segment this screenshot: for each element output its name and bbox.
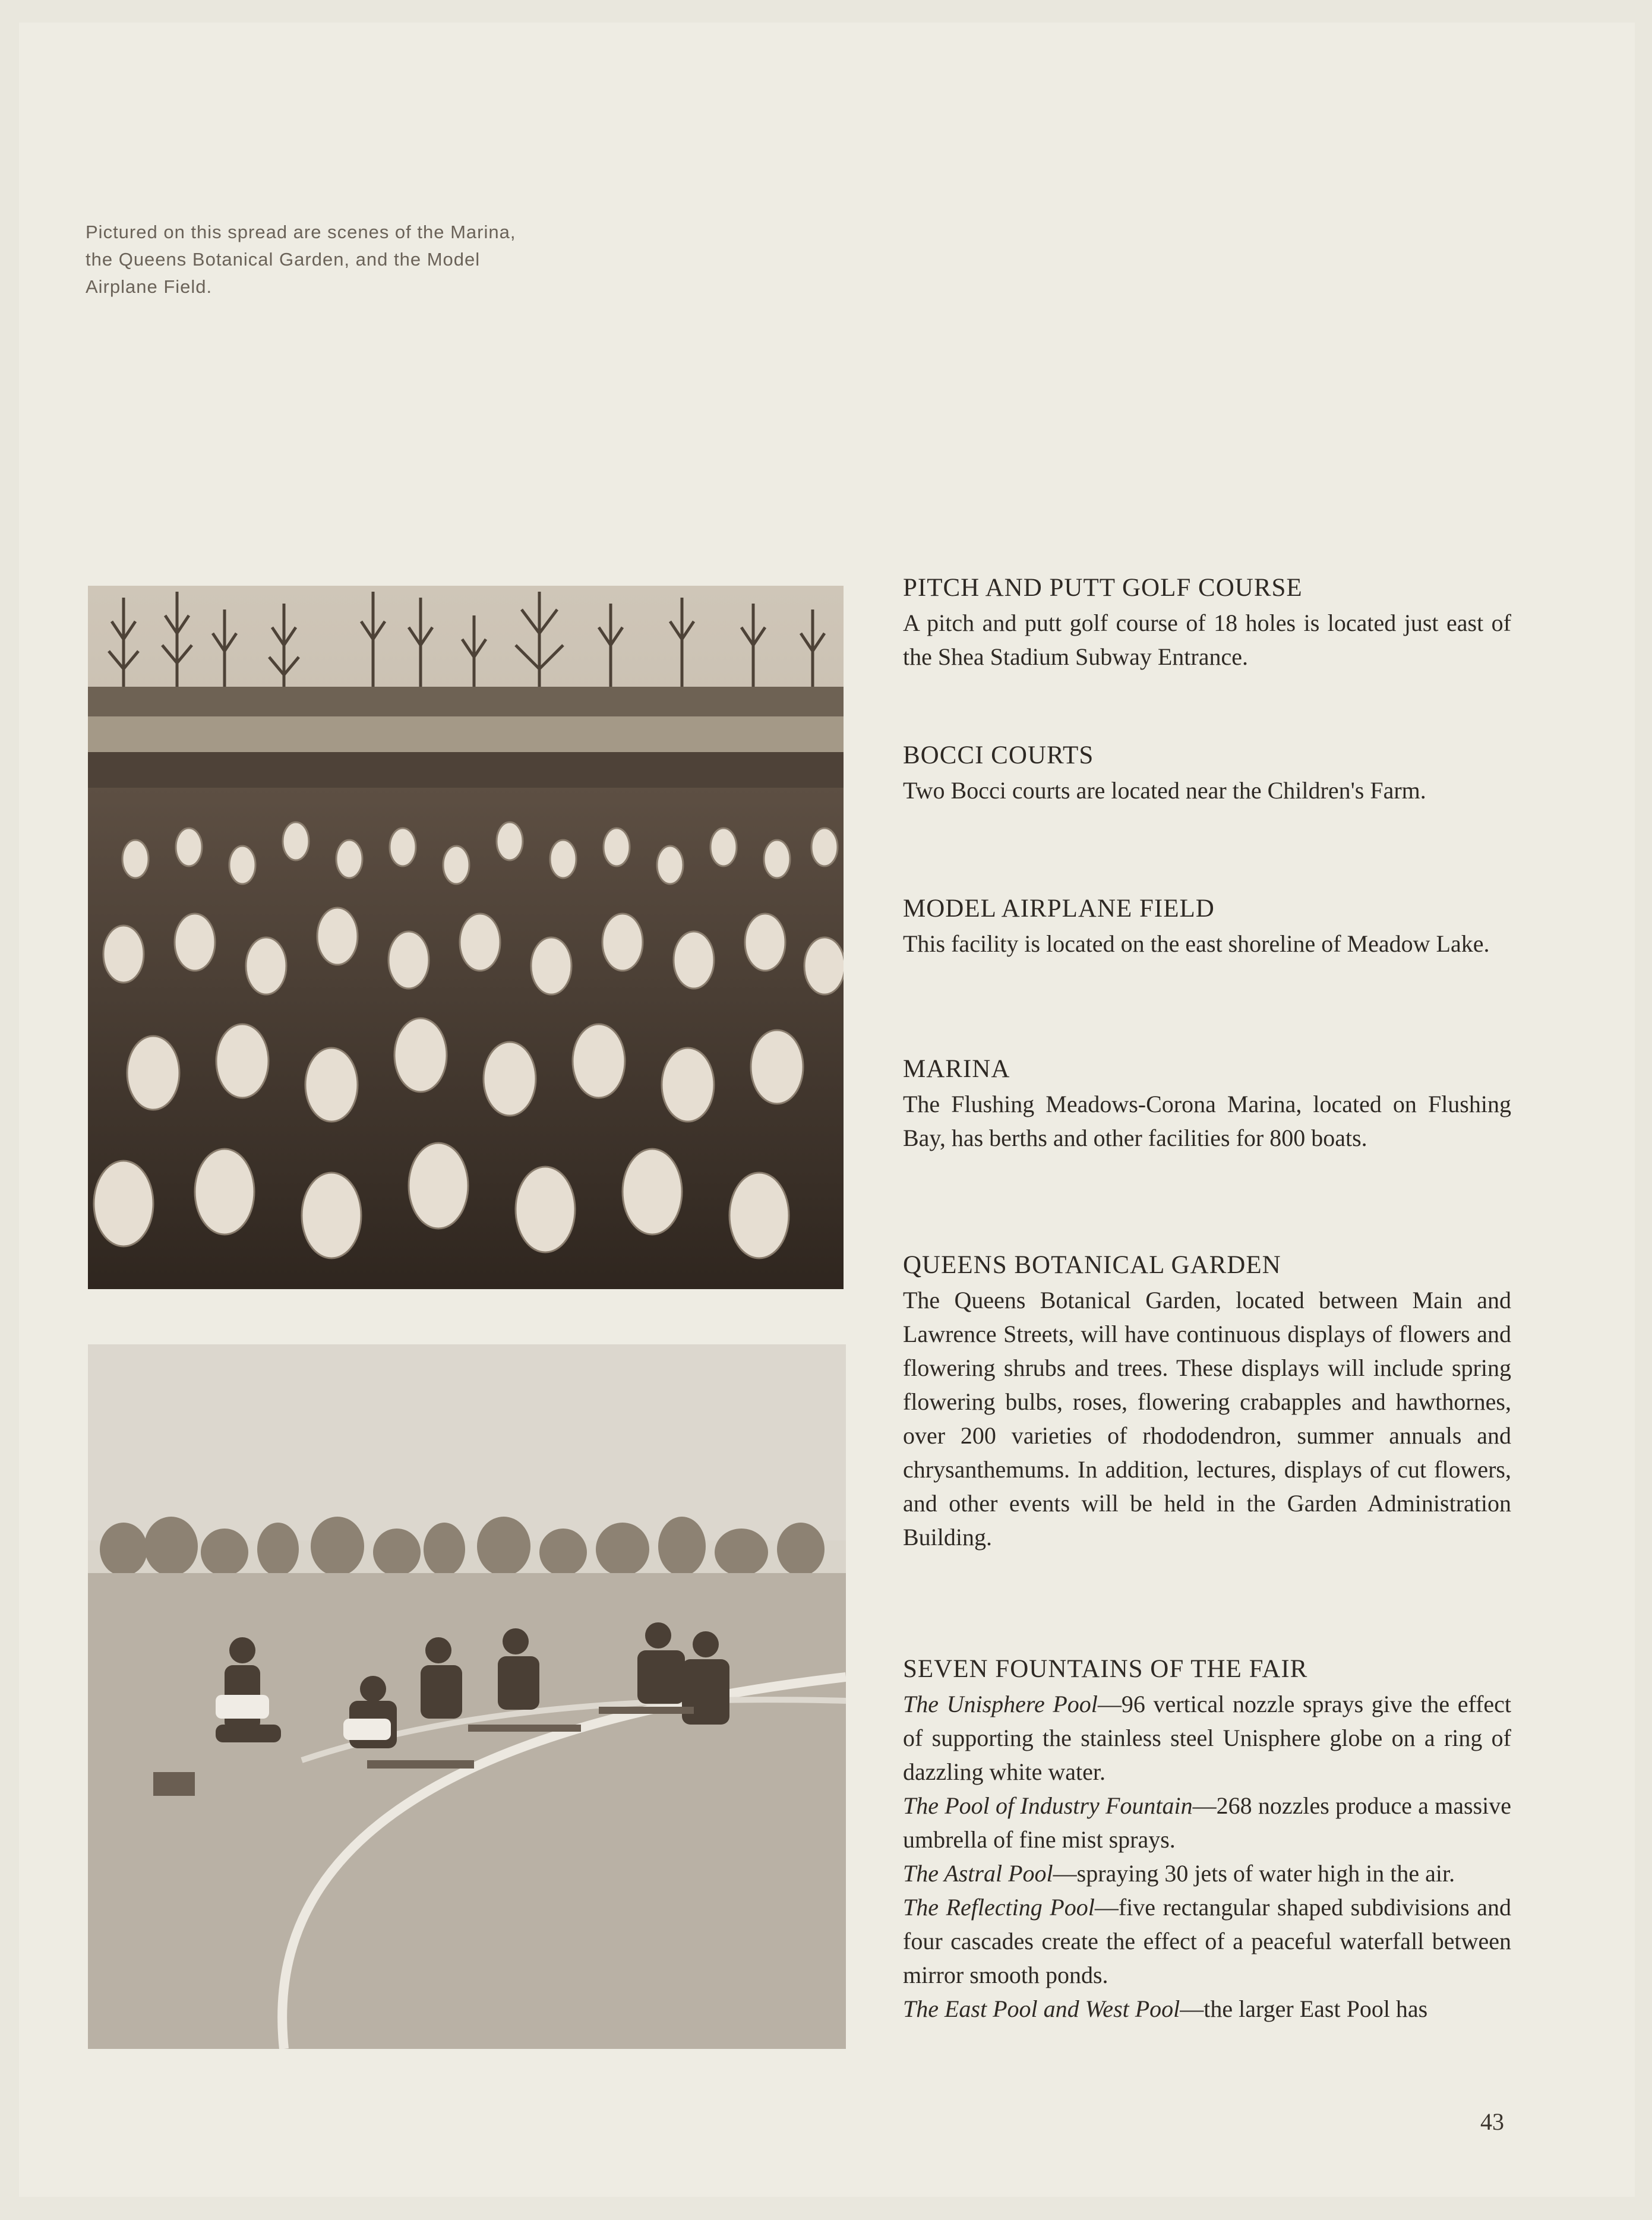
- section-body: This facility is located on the east shoreline of Meadow Lake.: [903, 930, 1490, 957]
- section-heading: QUEENS BOTANICAL GARDEN: [903, 1251, 1281, 1279]
- section-body: Two Bocci courts are located near the Children's Farm.: [903, 777, 1426, 804]
- fountain-text: —spraying 30 jets of water high in the air.: [1053, 1860, 1455, 1887]
- book-page: [19, 23, 1635, 2197]
- fountain-name: The East Pool and West Pool: [903, 1995, 1180, 2022]
- section-pitch-and-putt: [903, 570, 1511, 674]
- section-queens-botanical-garden: [903, 1248, 1511, 1554]
- section-seven-fountains: [903, 1651, 1511, 2026]
- fountain-name: The Pool of Industry Fountain: [903, 1792, 1193, 1819]
- section-body: The Queens Botanical Garden, located between Main and Lawrence Streets, will have continuous displays of flowers and flowering shrubs and trees. These displays will include spring flowering bulbs, roses, flowering crabapples and hawthornes, over 200 varieties of rhododendron, summer annuals and chrysanthemums. In addition, lectures, displays of cut flowers, and other events will be held in the Garden Administration Building.: [903, 1287, 1511, 1550]
- section-heading: PITCH AND PUTT GOLF COURSE: [903, 574, 1303, 602]
- section-heading: SEVEN FOUNTAINS OF THE FAIR: [903, 1655, 1308, 1683]
- fountain-item: [903, 1856, 1511, 1890]
- tulip-garden-photo: [88, 586, 844, 1289]
- section-heading: MODEL AIRPLANE FIELD: [903, 895, 1215, 923]
- fountain-item: [903, 1687, 1511, 1789]
- fountain-name: The Unisphere Pool: [903, 1691, 1098, 1717]
- fountain-item: [903, 1992, 1511, 2026]
- section-heading: BOCCI COURTS: [903, 741, 1094, 769]
- fountain-name: The Astral Pool: [903, 1860, 1053, 1887]
- fountain-item: [903, 1890, 1511, 1992]
- model-airplane-field-photo: [88, 1344, 846, 2049]
- section-model-airplane-field: [903, 891, 1511, 961]
- section-bocci-courts: [903, 738, 1511, 807]
- fountain-text: —268 nozzles produce a massive umbrella of fine mist sprays.: [903, 1792, 1511, 1853]
- fountain-text: —96 vertical nozzle sprays give the effect of supporting the stainless steel Unisphere globe on a ring of dazzling white water.: [903, 1691, 1512, 1785]
- fountain-text: —the larger East Pool has: [1180, 1995, 1428, 2022]
- page-number: 43: [1480, 2108, 1504, 2135]
- photo-caption: Pictured on this spread are scenes of the Marina, the Queens Botanical Garden, and the Model Airplane Field.: [86, 222, 516, 297]
- section-body: The Flushing Meadows-Corona Marina, located on Flushing Bay, has berths and other facilities for 800 boats.: [903, 1091, 1511, 1151]
- fountain-name: The Reflecting Pool: [903, 1894, 1095, 1921]
- section-heading: MARINA: [903, 1055, 1010, 1083]
- fountain-text: —five rectangular shaped subdivisions and four cascades create the effect of a peaceful waterfall between mirror smooth ponds.: [903, 1894, 1512, 1988]
- section-marina: [903, 1051, 1511, 1155]
- section-body: A pitch and putt golf course of 18 holes is located just east of the Shea Stadium Subway Entrance.: [903, 610, 1511, 670]
- fountain-item: [903, 1789, 1511, 1856]
